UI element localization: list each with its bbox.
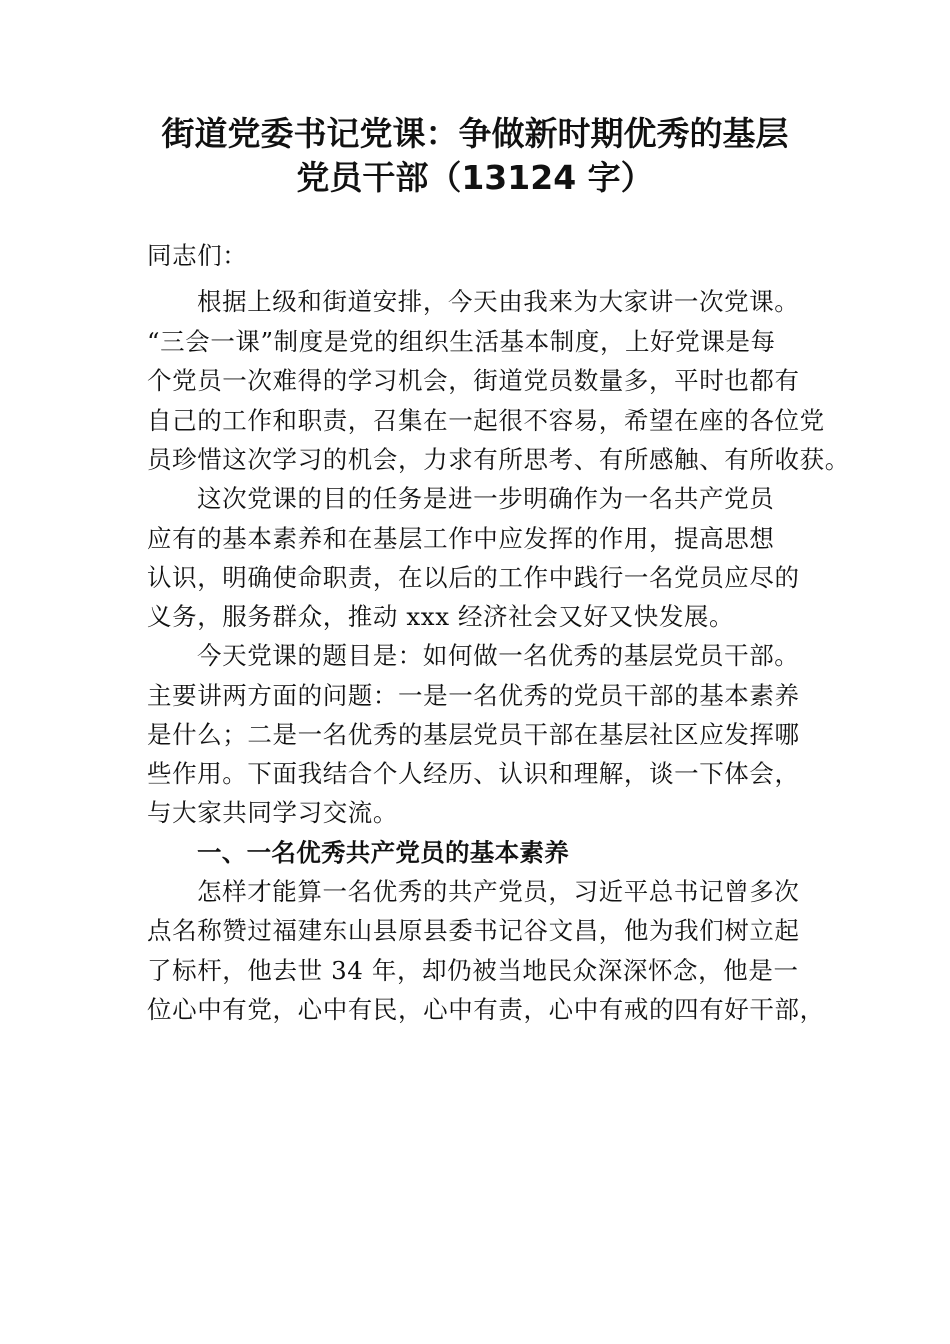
paragraph-3-line-1: 今天党课的题目是：如何做一名优秀的基层党员干部。 xyxy=(197,641,800,670)
paragraph-1-line-4: 自己的工作和职责，召集在一起很不容易，希望在座的各位党 xyxy=(147,406,825,435)
paragraph-4-line-4: 位心中有党，心中有民，心中有责，心中有戒的四有好干部， xyxy=(147,995,825,1024)
document-title-line-2: 党员干部（13124 字） xyxy=(296,158,654,197)
paragraph-2-line-3: 认识，明确使命职责，在以后的工作中践行一名党员应尽的 xyxy=(147,563,800,592)
paragraph-1-line-5: 员珍惜这次学习的机会，力求有所思考、有所感触、有所收获。 xyxy=(147,445,850,474)
paragraph-3-line-5: 与大家共同学习交流。 xyxy=(147,798,398,827)
paragraph-3-line-4: 些作用。下面我结合个人经历、认识和理解，谈一下体会， xyxy=(147,759,800,788)
paragraph-1-line-2: “三会一课”制度是党的组织生活基本制度，上好党课是每 xyxy=(147,327,776,356)
paragraph-2-line-4: 义务，服务群众，推动 xxx 经济社会又好又快发展。 xyxy=(147,602,735,631)
paragraph-3-line-3: 是什么；二是一名优秀的基层党员干部在基层社区应发挥哪 xyxy=(147,720,800,749)
paragraph-2-line-2: 应有的基本素养和在基层工作中应发挥的作用，提高思想 xyxy=(147,524,775,553)
paragraph-1-line-1: 根据上级和街道安排，今天由我来为大家讲一次党课。 xyxy=(197,287,800,316)
document-title-line-1: 街道党委书记党课：争做新时期优秀的基层 xyxy=(161,114,789,153)
salutation: 同志们： xyxy=(147,241,248,270)
paragraph-4-line-2: 点名称赞过福建东山县原县委书记谷文昌，他为我们树立起 xyxy=(147,916,800,945)
section-1-heading: 一、一名优秀共产党员的基本素养 xyxy=(197,838,569,867)
paragraph-2-line-1: 这次党课的目的任务是进一步明确作为一名共产党员 xyxy=(197,484,775,513)
paragraph-1-line-3: 个党员一次难得的学习机会，街道党员数量多，平时也都有 xyxy=(147,366,800,395)
paragraph-4-line-3: 了标杆，他去世 34 年，却仍被当地民众深深怀念，他是一 xyxy=(147,956,799,985)
paragraph-3-line-2: 主要讲两方面的问题：一是一名优秀的党员干部的基本素养 xyxy=(147,681,800,710)
paragraph-4-line-1: 怎样才能算一名优秀的共产党员，习近平总书记曾多次 xyxy=(197,877,800,906)
